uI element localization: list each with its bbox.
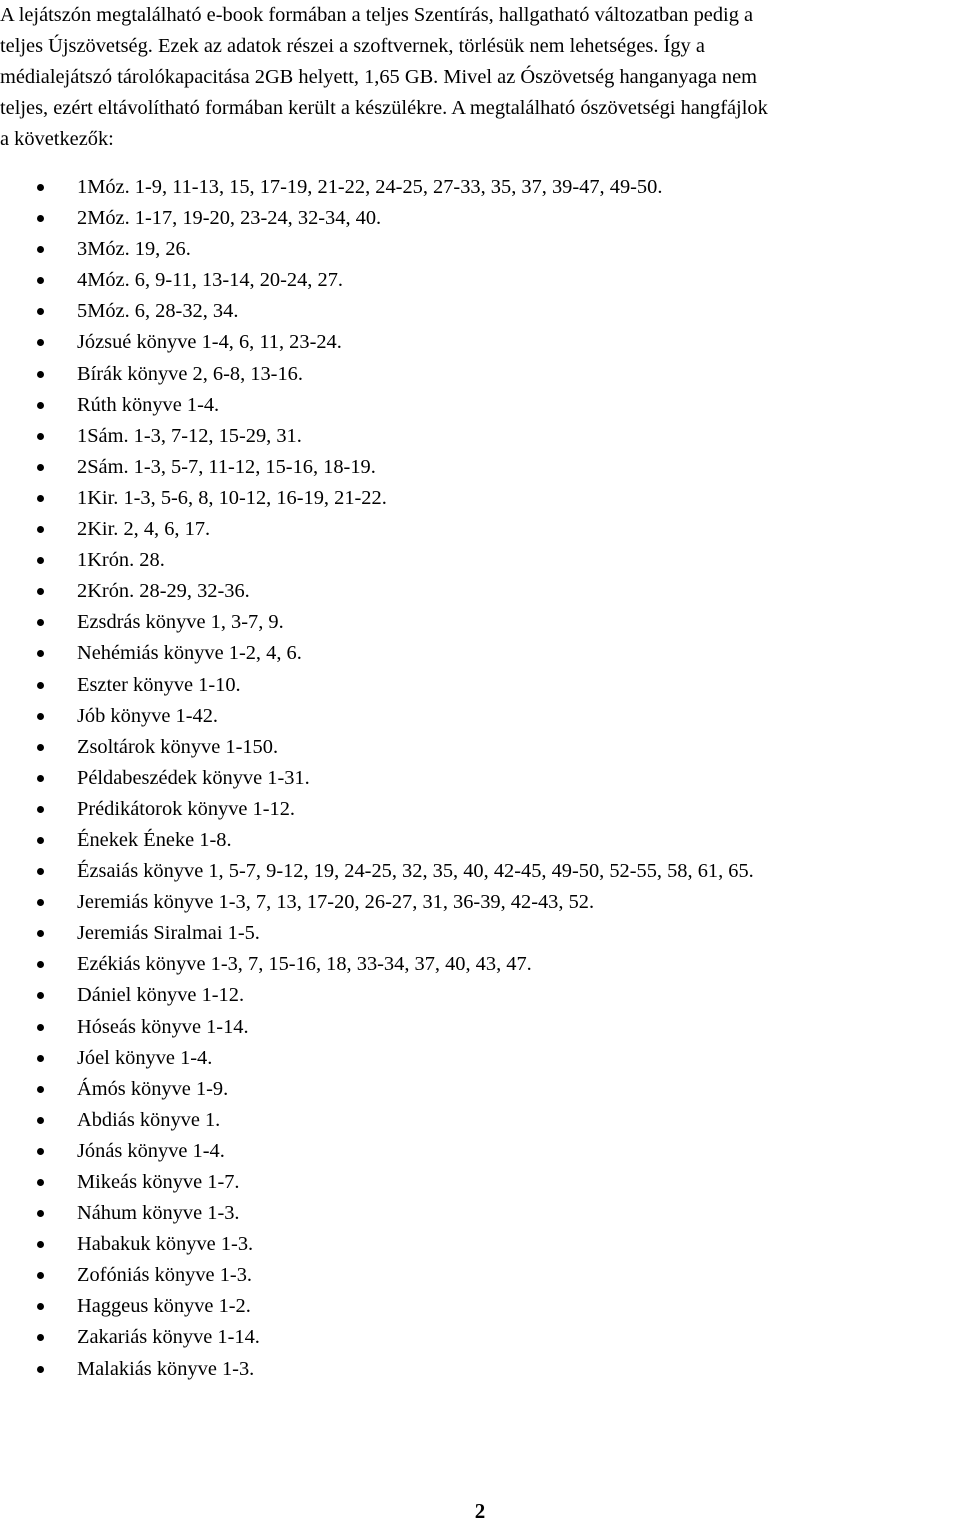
list-item-text: Zofóniás könyve 1-3. <box>77 1264 252 1287</box>
intro-paragraph <box>0 0 958 155</box>
bullet-icon <box>37 246 44 253</box>
list-item <box>0 390 754 421</box>
list-item <box>0 483 754 514</box>
bullet-icon <box>37 1148 44 1155</box>
bullet-icon <box>37 308 44 315</box>
bullet-icon <box>37 930 44 937</box>
list-item-text: Énekek Éneke 1-8. <box>77 828 232 851</box>
bullet-icon <box>37 1334 44 1341</box>
list-item-text: Prédikátorok könyve 1-12. <box>77 797 296 820</box>
list-item <box>0 794 754 825</box>
bullet-icon <box>37 1086 44 1093</box>
list-item-text: Mikeás könyve 1-7. <box>77 1171 240 1193</box>
bullet-icon <box>37 339 44 346</box>
bullet-icon <box>37 184 44 191</box>
list-item-text: Jeremiás Siralmai 1-5. <box>77 922 260 945</box>
list-item <box>0 1322 754 1353</box>
bullet-icon <box>37 495 44 502</box>
bullet-icon <box>37 526 44 533</box>
list-item-text: Habakuk könyve 1-3. <box>77 1233 254 1256</box>
list-item <box>0 732 754 763</box>
bullet-icon <box>37 1055 44 1062</box>
list-item <box>0 1012 754 1043</box>
bullet-icon <box>37 1303 44 1310</box>
bullet-icon <box>37 1210 44 1217</box>
list-item <box>0 825 754 856</box>
list-item <box>0 1074 754 1105</box>
bullet-icon <box>37 1272 44 1279</box>
intro-line: teljes, ezért eltávolítható formában került a készülékre. A megtalálható ószövetségi hangfájlok <box>0 97 768 119</box>
list-item-text: Rúth könyve 1-4. <box>77 393 220 416</box>
list-item <box>0 452 754 483</box>
bullet-icon <box>37 899 44 906</box>
list-item <box>0 1198 754 1229</box>
list-item <box>0 234 754 265</box>
bullet-icon <box>37 806 44 813</box>
list-item-text: Malakiás könyve 1-3. <box>77 1357 255 1380</box>
list-item <box>0 1260 754 1291</box>
bullet-icon <box>37 215 44 222</box>
list-item <box>0 545 754 576</box>
list-item-text: Eszter könyve 1-10. <box>77 673 241 696</box>
list-item-text: Abdiás könyve 1. <box>77 1108 221 1131</box>
list-item-text: Ézsaiás könyve 1, 5-7, 9-12, 19, 24-25, 32, 35, 40, 42-45, 49-50, 52-55, 58, 61, 65. <box>77 860 754 883</box>
bullet-icon <box>37 775 44 782</box>
intro-line: A lejátszón megtalálható e-book formában a teljes Szentírás, hallgatható változatban pedig a <box>0 4 754 26</box>
list-item <box>0 1354 754 1385</box>
bullet-icon <box>37 682 44 689</box>
list-item-text: Ezékiás könyve 1-3, 7, 15-16, 18, 33-34, 37, 40, 43, 47. <box>77 953 532 976</box>
bullet-icon <box>37 713 44 720</box>
list-item-text: Ezsdrás könyve 1, 3-7, 9. <box>77 611 284 634</box>
list-item-text: Jóel könyve 1-4. <box>77 1046 213 1069</box>
bullet-icon <box>37 433 44 440</box>
list-item <box>0 203 754 234</box>
list-item-text: Nehémiás könyve 1-2, 4, 6. <box>77 642 302 665</box>
list-item <box>0 1229 754 1260</box>
bullet-icon <box>37 1366 44 1373</box>
list-item-text: Haggeus könyve 1-2. <box>77 1295 251 1318</box>
bullet-icon <box>37 744 44 751</box>
list-item <box>0 576 754 607</box>
list-item-text: Jób könyve 1-42. <box>77 704 219 727</box>
bullet-icon <box>37 619 44 626</box>
list-item <box>0 1105 754 1136</box>
page-number: 2 <box>474 1499 486 1523</box>
list-item-text: Hóseás könyve 1-14. <box>77 1015 249 1038</box>
bullet-icon <box>37 1117 44 1124</box>
bullet-icon <box>37 992 44 999</box>
intro-line: médialejátszó tárolókapacitása 2GB helyett, 1,65 GB. Mivel az Ószövetség hanganyaga nem <box>0 66 758 88</box>
list-item <box>0 980 754 1011</box>
bullet-icon <box>37 588 44 595</box>
bullet-icon <box>37 650 44 657</box>
list-item <box>0 265 754 296</box>
list-item-text: 1Sám. 1-3, 7-12, 15-29, 31. <box>77 424 302 447</box>
list-item-text: Náhum könyve 1-3. <box>77 1202 240 1225</box>
list-item <box>0 670 754 701</box>
list-item <box>0 327 754 358</box>
list-item <box>0 763 754 794</box>
list-item <box>0 296 754 327</box>
list-item <box>0 887 754 918</box>
list-item-text: 2Sám. 1-3, 5-7, 11-12, 15-16, 18-19. <box>77 455 376 478</box>
list-item <box>0 701 754 732</box>
list-item-text: Jónás könyve 1-4. <box>77 1139 225 1162</box>
list-item <box>0 1043 754 1074</box>
list-item-text: 1Kir. 1-3, 5-6, 8, 10-12, 16-19, 21-22. <box>77 486 387 509</box>
list-item <box>0 856 754 887</box>
list-item-text: 5Móz. 6, 28-32, 34. <box>77 300 239 323</box>
list-item <box>0 172 754 203</box>
list-item <box>0 949 754 980</box>
bullet-icon <box>37 837 44 844</box>
list-item <box>0 514 754 545</box>
list-item-text: 1Krón. 28. <box>77 549 165 572</box>
list-item-text: Józsué könyve 1-4, 6, 11, 23-24. <box>77 331 342 354</box>
bullet-icon <box>37 557 44 564</box>
list-item <box>0 638 754 669</box>
list-item <box>0 421 754 452</box>
list-item <box>0 918 754 949</box>
list-item-text: Példabeszédek könyve 1-31. <box>77 766 310 789</box>
list-item-text: 4Móz. 6, 9-11, 13-14, 20-24, 27. <box>77 269 343 292</box>
list-item-text: Zakariás könyve 1-14. <box>77 1326 260 1349</box>
list-item-text: Zsoltárok könyve 1-150. <box>77 735 279 758</box>
intro-line: teljes Újszövetség. Ezek az adatok részei a szoftvernek, törlésük nem lehetséges. Így a <box>0 35 705 57</box>
list-item-text: 3Móz. 19, 26. <box>77 238 191 261</box>
list-item-text: 1Móz. 1-9, 11-13, 15, 17-19, 21-22, 24-25, 27-33, 35, 37, 39-47, 49-50. <box>77 176 663 198</box>
list-item <box>0 359 754 390</box>
list-item-text: 2Kir. 2, 4, 6, 17. <box>77 518 211 541</box>
bullet-icon <box>37 1179 44 1186</box>
list-item <box>0 607 754 638</box>
list-item-text: 2Krón. 28-29, 32-36. <box>77 580 250 603</box>
list-item-text: Ámós könyve 1-9. <box>77 1077 229 1100</box>
list-item-text: Jeremiás könyve 1-3, 7, 13, 17-20, 26-27, 31, 36-39, 42-43, 52. <box>77 891 595 914</box>
list-item <box>0 1167 754 1198</box>
list-item-text: Bírák könyve 2, 6-8, 13-16. <box>77 362 303 385</box>
list-item-text: 2Móz. 1-17, 19-20, 23-24, 32-34, 40. <box>77 207 382 230</box>
book-list <box>0 172 754 1385</box>
list-item <box>0 1291 754 1322</box>
bullet-icon <box>37 277 44 284</box>
bullet-icon <box>37 402 44 409</box>
bullet-icon <box>37 868 44 875</box>
list-item <box>0 1136 754 1167</box>
list-item-text: Dániel könyve 1-12. <box>77 984 245 1007</box>
bullet-icon <box>37 371 44 378</box>
intro-line: a következők: <box>0 128 114 150</box>
bullet-icon <box>37 1241 44 1248</box>
bullet-icon <box>37 1024 44 1031</box>
bullet-icon <box>37 464 44 471</box>
bullet-icon <box>37 961 44 968</box>
